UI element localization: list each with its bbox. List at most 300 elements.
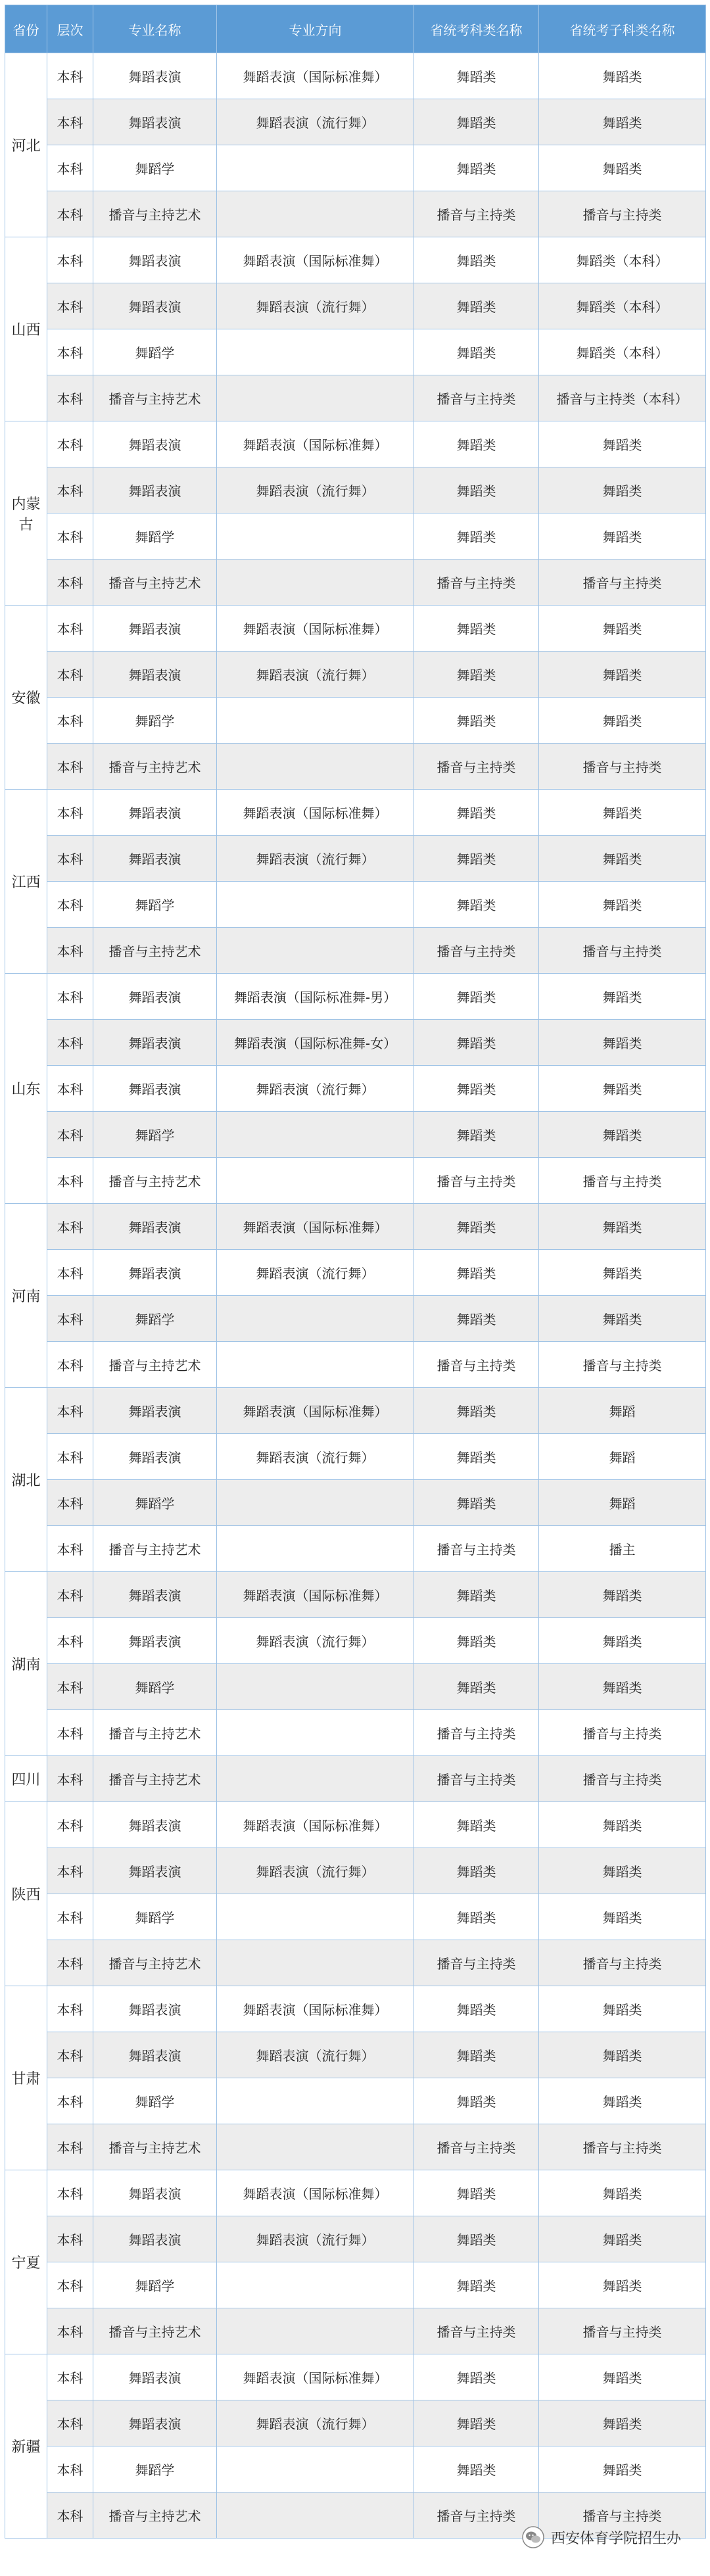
province-cell: 安徽 bbox=[5, 606, 47, 790]
major-direction-cell bbox=[217, 1664, 414, 1710]
table-row bbox=[5, 1250, 706, 1296]
major-name-cell: 舞蹈学 bbox=[93, 329, 217, 375]
exam-subcategory-cell: 播音与主持类 bbox=[539, 1710, 706, 1756]
table-row bbox=[5, 1986, 706, 2032]
province-cell: 山东 bbox=[5, 974, 47, 1204]
major-direction-cell: 舞蹈表演（国际标准舞） bbox=[217, 53, 414, 99]
level-cell: 本科 bbox=[47, 1158, 93, 1204]
major-direction-cell bbox=[217, 744, 414, 790]
level-cell: 本科 bbox=[47, 2400, 93, 2446]
major-name-cell: 舞蹈表演 bbox=[93, 836, 217, 882]
wechat-icon bbox=[522, 2526, 544, 2548]
major-name-cell: 播音与主持艺术 bbox=[93, 1158, 217, 1204]
major-name-cell: 舞蹈学 bbox=[93, 1664, 217, 1710]
exam-subcategory-cell: 舞蹈类 bbox=[539, 1986, 706, 2032]
level-cell: 本科 bbox=[47, 2446, 93, 2493]
level-cell: 本科 bbox=[47, 1250, 93, 1296]
major-name-cell: 舞蹈学 bbox=[93, 698, 217, 744]
province-cell: 四川 bbox=[5, 1756, 47, 1802]
table-row bbox=[5, 237, 706, 283]
level-cell: 本科 bbox=[47, 1066, 93, 1112]
exam-category-cell: 播音与主持类 bbox=[414, 2308, 539, 2354]
exam-category-cell: 舞蹈类 bbox=[414, 1894, 539, 1940]
major-name-cell: 播音与主持艺术 bbox=[93, 1756, 217, 1802]
major-direction-cell: 舞蹈表演（流行舞） bbox=[217, 99, 414, 145]
major-name-cell: 舞蹈表演 bbox=[93, 2170, 217, 2216]
major-direction-cell bbox=[217, 329, 414, 375]
level-cell: 本科 bbox=[47, 513, 93, 560]
watermark bbox=[522, 2526, 681, 2548]
exam-subcategory-cell: 舞蹈类 bbox=[539, 421, 706, 467]
exam-subcategory-cell: 舞蹈类 bbox=[539, 2032, 706, 2078]
exam-subcategory-cell: 舞蹈类 bbox=[539, 1894, 706, 1940]
table-row bbox=[5, 53, 706, 99]
exam-subcategory-cell: 舞蹈 bbox=[539, 1388, 706, 1434]
exam-category-cell: 舞蹈类 bbox=[414, 1250, 539, 1296]
level-cell: 本科 bbox=[47, 2078, 93, 2124]
exam-subcategory-cell: 舞蹈类 bbox=[539, 99, 706, 145]
major-direction-cell bbox=[217, 2262, 414, 2308]
exam-category-cell: 舞蹈类 bbox=[414, 882, 539, 928]
header-major-name: 专业名称 bbox=[93, 5, 217, 53]
table-row bbox=[5, 1066, 706, 1112]
major-direction-cell: 舞蹈表演（流行舞） bbox=[217, 1848, 414, 1894]
exam-subcategory-cell: 舞蹈类 bbox=[539, 836, 706, 882]
major-name-cell: 播音与主持艺术 bbox=[93, 928, 217, 974]
exam-subcategory-cell: 播音与主持类 bbox=[539, 560, 706, 606]
level-cell: 本科 bbox=[47, 1204, 93, 1250]
exam-subcategory-cell: 舞蹈类 bbox=[539, 1618, 706, 1664]
exam-subcategory-cell: 舞蹈 bbox=[539, 1480, 706, 1526]
table-row bbox=[5, 1020, 706, 1066]
exam-category-cell: 舞蹈类 bbox=[414, 513, 539, 560]
major-name-cell: 舞蹈表演 bbox=[93, 2400, 217, 2446]
exam-category-cell: 播音与主持类 bbox=[414, 191, 539, 237]
major-direction-cell: 舞蹈表演（国际标准舞-女） bbox=[217, 1020, 414, 1066]
province-cell: 甘肃 bbox=[5, 1986, 47, 2170]
major-direction-cell: 舞蹈表演（流行舞） bbox=[217, 467, 414, 513]
major-direction-cell: 舞蹈表演（国际标准舞） bbox=[217, 1986, 414, 2032]
exam-subcategory-cell: 舞蹈类 bbox=[539, 1250, 706, 1296]
level-cell: 本科 bbox=[47, 1572, 93, 1618]
major-name-cell: 舞蹈表演 bbox=[93, 974, 217, 1020]
table-row bbox=[5, 1756, 706, 1802]
major-name-cell: 舞蹈表演 bbox=[93, 2032, 217, 2078]
major-direction-cell: 舞蹈表演（国际标准舞） bbox=[217, 2170, 414, 2216]
level-cell: 本科 bbox=[47, 1894, 93, 1940]
major-name-cell: 舞蹈表演 bbox=[93, 1802, 217, 1848]
major-name-cell: 播音与主持艺术 bbox=[93, 2308, 217, 2354]
major-name-cell: 舞蹈学 bbox=[93, 2078, 217, 2124]
exam-category-cell: 舞蹈类 bbox=[414, 237, 539, 283]
exam-subcategory-cell: 舞蹈类 bbox=[539, 1066, 706, 1112]
table-row bbox=[5, 652, 706, 698]
exam-category-cell: 播音与主持类 bbox=[414, 1158, 539, 1204]
major-name-cell: 舞蹈表演 bbox=[93, 1848, 217, 1894]
exam-subcategory-cell: 舞蹈类 bbox=[539, 790, 706, 836]
table-row bbox=[5, 1618, 706, 1664]
exam-category-cell: 舞蹈类 bbox=[414, 99, 539, 145]
major-name-cell: 舞蹈学 bbox=[93, 1112, 217, 1158]
major-direction-cell: 舞蹈表演（国际标准舞） bbox=[217, 1572, 414, 1618]
level-cell: 本科 bbox=[47, 1480, 93, 1526]
exam-category-cell: 舞蹈类 bbox=[414, 1480, 539, 1526]
major-name-cell: 舞蹈表演 bbox=[93, 2216, 217, 2262]
exam-category-cell: 舞蹈类 bbox=[414, 2078, 539, 2124]
table-body bbox=[5, 53, 706, 2539]
admission-table bbox=[5, 5, 706, 2539]
major-direction-cell bbox=[217, 513, 414, 560]
table-row bbox=[5, 974, 706, 1020]
exam-category-cell: 播音与主持类 bbox=[414, 928, 539, 974]
major-direction-cell: 舞蹈表演（流行舞） bbox=[217, 283, 414, 329]
level-cell: 本科 bbox=[47, 1618, 93, 1664]
level-cell: 本科 bbox=[47, 1848, 93, 1894]
exam-subcategory-cell: 播音与主持类 bbox=[539, 1756, 706, 1802]
admission-table-container bbox=[5, 5, 705, 2539]
level-cell: 本科 bbox=[47, 2262, 93, 2308]
major-name-cell: 舞蹈表演 bbox=[93, 1434, 217, 1480]
table-row bbox=[5, 928, 706, 974]
exam-subcategory-cell: 播音与主持类（本科） bbox=[539, 375, 706, 421]
table-row bbox=[5, 2308, 706, 2354]
level-cell: 本科 bbox=[47, 2032, 93, 2078]
major-name-cell: 舞蹈学 bbox=[93, 882, 217, 928]
exam-subcategory-cell: 舞蹈类 bbox=[539, 1572, 706, 1618]
exam-category-cell: 播音与主持类 bbox=[414, 744, 539, 790]
table-row bbox=[5, 2354, 706, 2400]
province-cell: 山西 bbox=[5, 237, 47, 421]
major-direction-cell: 舞蹈表演（国际标准舞） bbox=[217, 1204, 414, 1250]
exam-subcategory-cell: 舞蹈 bbox=[539, 1434, 706, 1480]
table-row bbox=[5, 191, 706, 237]
level-cell: 本科 bbox=[47, 1112, 93, 1158]
exam-category-cell: 舞蹈类 bbox=[414, 790, 539, 836]
level-cell: 本科 bbox=[47, 329, 93, 375]
exam-category-cell: 舞蹈类 bbox=[414, 1664, 539, 1710]
watermark-text: 西安体育学院招生办 bbox=[550, 2530, 681, 2547]
major-direction-cell: 舞蹈表演（流行舞） bbox=[217, 1618, 414, 1664]
level-cell: 本科 bbox=[47, 652, 93, 698]
exam-subcategory-cell: 舞蹈类 bbox=[539, 698, 706, 744]
major-name-cell: 舞蹈表演 bbox=[93, 283, 217, 329]
header-exam-subcategory: 省统考子科类名称 bbox=[539, 5, 706, 53]
major-direction-cell: 舞蹈表演（流行舞） bbox=[217, 2400, 414, 2446]
table-row bbox=[5, 1296, 706, 1342]
table-row bbox=[5, 99, 706, 145]
level-cell: 本科 bbox=[47, 1664, 93, 1710]
major-name-cell: 舞蹈学 bbox=[93, 513, 217, 560]
table-row bbox=[5, 836, 706, 882]
major-name-cell: 播音与主持艺术 bbox=[93, 191, 217, 237]
level-cell: 本科 bbox=[47, 744, 93, 790]
table-row bbox=[5, 1342, 706, 1388]
major-direction-cell: 舞蹈表演（流行舞） bbox=[217, 1434, 414, 1480]
major-name-cell: 舞蹈表演 bbox=[93, 237, 217, 283]
exam-subcategory-cell: 舞蹈类（本科） bbox=[539, 329, 706, 375]
major-name-cell: 播音与主持艺术 bbox=[93, 2493, 217, 2539]
table-row bbox=[5, 698, 706, 744]
table-row bbox=[5, 2446, 706, 2493]
province-cell: 湖南 bbox=[5, 1572, 47, 1756]
major-name-cell: 舞蹈表演 bbox=[93, 467, 217, 513]
table-row bbox=[5, 1894, 706, 1940]
table-row bbox=[5, 1710, 706, 1756]
level-cell: 本科 bbox=[47, 836, 93, 882]
exam-category-cell: 舞蹈类 bbox=[414, 283, 539, 329]
table-row bbox=[5, 1158, 706, 1204]
level-cell: 本科 bbox=[47, 2124, 93, 2170]
major-name-cell: 舞蹈表演 bbox=[93, 99, 217, 145]
table-row bbox=[5, 1480, 706, 1526]
major-name-cell: 舞蹈表演 bbox=[93, 1618, 217, 1664]
exam-subcategory-cell: 舞蹈类 bbox=[539, 145, 706, 191]
table-row bbox=[5, 513, 706, 560]
exam-category-cell: 播音与主持类 bbox=[414, 2124, 539, 2170]
major-direction-cell bbox=[217, 1940, 414, 1986]
exam-category-cell: 播音与主持类 bbox=[414, 1526, 539, 1572]
level-cell: 本科 bbox=[47, 1020, 93, 1066]
major-direction-cell bbox=[217, 145, 414, 191]
table-row bbox=[5, 1802, 706, 1848]
table-row bbox=[5, 375, 706, 421]
exam-subcategory-cell: 舞蹈类 bbox=[539, 2446, 706, 2493]
exam-subcategory-cell: 舞蹈类 bbox=[539, 53, 706, 99]
major-direction-cell: 舞蹈表演（国际标准舞） bbox=[217, 606, 414, 652]
province-cell: 陕西 bbox=[5, 1802, 47, 1986]
exam-category-cell: 舞蹈类 bbox=[414, 53, 539, 99]
exam-subcategory-cell: 舞蹈类（本科） bbox=[539, 237, 706, 283]
level-cell: 本科 bbox=[47, 467, 93, 513]
exam-category-cell: 舞蹈类 bbox=[414, 2170, 539, 2216]
table-row bbox=[5, 1388, 706, 1434]
exam-category-cell: 舞蹈类 bbox=[414, 2354, 539, 2400]
exam-subcategory-cell: 舞蹈类（本科） bbox=[539, 283, 706, 329]
major-direction-cell: 舞蹈表演（流行舞） bbox=[217, 652, 414, 698]
exam-subcategory-cell: 播音与主持类 bbox=[539, 1158, 706, 1204]
exam-category-cell: 舞蹈类 bbox=[414, 1618, 539, 1664]
exam-category-cell: 播音与主持类 bbox=[414, 2493, 539, 2539]
major-direction-cell bbox=[217, 2124, 414, 2170]
header-major-direction: 专业方向 bbox=[217, 5, 414, 53]
level-cell: 本科 bbox=[47, 99, 93, 145]
exam-category-cell: 舞蹈类 bbox=[414, 2446, 539, 2493]
province-cell: 宁夏 bbox=[5, 2170, 47, 2354]
level-cell: 本科 bbox=[47, 1434, 93, 1480]
table-row bbox=[5, 560, 706, 606]
major-name-cell: 播音与主持艺术 bbox=[93, 744, 217, 790]
exam-category-cell: 舞蹈类 bbox=[414, 606, 539, 652]
exam-subcategory-cell: 舞蹈类 bbox=[539, 513, 706, 560]
province-cell: 湖北 bbox=[5, 1388, 47, 1572]
major-name-cell: 舞蹈表演 bbox=[93, 53, 217, 99]
major-direction-cell bbox=[217, 1526, 414, 1572]
major-direction-cell bbox=[217, 882, 414, 928]
major-direction-cell: 舞蹈表演（国际标准舞-男） bbox=[217, 974, 414, 1020]
major-direction-cell: 舞蹈表演（流行舞） bbox=[217, 1066, 414, 1112]
exam-category-cell: 播音与主持类 bbox=[414, 1710, 539, 1756]
level-cell: 本科 bbox=[47, 2216, 93, 2262]
major-direction-cell bbox=[217, 1480, 414, 1526]
exam-category-cell: 舞蹈类 bbox=[414, 1112, 539, 1158]
exam-subcategory-cell: 舞蹈类 bbox=[539, 1664, 706, 1710]
major-direction-cell bbox=[217, 375, 414, 421]
exam-category-cell: 舞蹈类 bbox=[414, 1572, 539, 1618]
major-direction-cell: 舞蹈表演（流行舞） bbox=[217, 1250, 414, 1296]
major-direction-cell bbox=[217, 2078, 414, 2124]
level-cell: 本科 bbox=[47, 2170, 93, 2216]
level-cell: 本科 bbox=[47, 191, 93, 237]
exam-subcategory-cell: 播主 bbox=[539, 1526, 706, 1572]
table-row bbox=[5, 1204, 706, 1250]
exam-category-cell: 舞蹈类 bbox=[414, 329, 539, 375]
table-row bbox=[5, 1526, 706, 1572]
major-direction-cell bbox=[217, 1158, 414, 1204]
level-cell: 本科 bbox=[47, 698, 93, 744]
table-row bbox=[5, 1112, 706, 1158]
level-cell: 本科 bbox=[47, 1388, 93, 1434]
exam-subcategory-cell: 舞蹈类 bbox=[539, 1296, 706, 1342]
table-row bbox=[5, 2170, 706, 2216]
level-cell: 本科 bbox=[47, 1940, 93, 1986]
level-cell: 本科 bbox=[47, 882, 93, 928]
exam-subcategory-cell: 播音与主持类 bbox=[539, 2124, 706, 2170]
exam-category-cell: 舞蹈类 bbox=[414, 467, 539, 513]
level-cell: 本科 bbox=[47, 560, 93, 606]
major-direction-cell: 舞蹈表演（流行舞） bbox=[217, 2216, 414, 2262]
table-row bbox=[5, 145, 706, 191]
level-cell: 本科 bbox=[47, 2493, 93, 2539]
major-direction-cell bbox=[217, 560, 414, 606]
level-cell: 本科 bbox=[47, 1986, 93, 2032]
table-row bbox=[5, 283, 706, 329]
province-cell: 河南 bbox=[5, 1204, 47, 1388]
table-row bbox=[5, 882, 706, 928]
table-row bbox=[5, 790, 706, 836]
level-cell: 本科 bbox=[47, 375, 93, 421]
exam-category-cell: 舞蹈类 bbox=[414, 698, 539, 744]
exam-category-cell: 舞蹈类 bbox=[414, 652, 539, 698]
table-row bbox=[5, 606, 706, 652]
level-cell: 本科 bbox=[47, 974, 93, 1020]
exam-subcategory-cell: 舞蹈类 bbox=[539, 974, 706, 1020]
major-direction-cell: 舞蹈表演（国际标准舞） bbox=[217, 237, 414, 283]
major-direction-cell: 舞蹈表演（国际标准舞） bbox=[217, 790, 414, 836]
table-row bbox=[5, 421, 706, 467]
table-row bbox=[5, 1940, 706, 1986]
exam-subcategory-cell: 舞蹈类 bbox=[539, 652, 706, 698]
exam-subcategory-cell: 播音与主持类 bbox=[539, 2308, 706, 2354]
exam-category-cell: 舞蹈类 bbox=[414, 2032, 539, 2078]
exam-subcategory-cell: 舞蹈类 bbox=[539, 882, 706, 928]
table-row bbox=[5, 1848, 706, 1894]
major-direction-cell: 舞蹈表演（流行舞） bbox=[217, 836, 414, 882]
exam-subcategory-cell: 播音与主持类 bbox=[539, 744, 706, 790]
major-name-cell: 舞蹈表演 bbox=[93, 1066, 217, 1112]
exam-category-cell: 舞蹈类 bbox=[414, 974, 539, 1020]
level-cell: 本科 bbox=[47, 145, 93, 191]
table-row bbox=[5, 2262, 706, 2308]
major-name-cell: 播音与主持艺术 bbox=[93, 1710, 217, 1756]
exam-subcategory-cell: 播音与主持类 bbox=[539, 2493, 706, 2539]
exam-subcategory-cell: 播音与主持类 bbox=[539, 928, 706, 974]
major-name-cell: 舞蹈表演 bbox=[93, 421, 217, 467]
exam-subcategory-cell: 舞蹈类 bbox=[539, 2400, 706, 2446]
level-cell: 本科 bbox=[47, 53, 93, 99]
exam-subcategory-cell: 舞蹈类 bbox=[539, 2216, 706, 2262]
major-name-cell: 舞蹈学 bbox=[93, 145, 217, 191]
exam-subcategory-cell: 舞蹈类 bbox=[539, 1848, 706, 1894]
exam-category-cell: 舞蹈类 bbox=[414, 421, 539, 467]
exam-subcategory-cell: 舞蹈类 bbox=[539, 1112, 706, 1158]
exam-subcategory-cell: 舞蹈类 bbox=[539, 2262, 706, 2308]
level-cell: 本科 bbox=[47, 606, 93, 652]
exam-category-cell: 舞蹈类 bbox=[414, 1296, 539, 1342]
level-cell: 本科 bbox=[47, 2354, 93, 2400]
table-row bbox=[5, 1572, 706, 1618]
major-direction-cell bbox=[217, 698, 414, 744]
exam-category-cell: 播音与主持类 bbox=[414, 375, 539, 421]
province-cell: 江西 bbox=[5, 790, 47, 974]
major-direction-cell: 舞蹈表演（国际标准舞） bbox=[217, 1388, 414, 1434]
major-direction-cell: 舞蹈表演（流行舞） bbox=[217, 2032, 414, 2078]
major-direction-cell: 舞蹈表演（国际标准舞） bbox=[217, 421, 414, 467]
major-name-cell: 舞蹈学 bbox=[93, 1480, 217, 1526]
major-direction-cell bbox=[217, 2493, 414, 2539]
table-header-row bbox=[5, 5, 706, 53]
major-name-cell: 舞蹈表演 bbox=[93, 790, 217, 836]
province-cell: 新疆 bbox=[5, 2354, 47, 2539]
table-row bbox=[5, 329, 706, 375]
level-cell: 本科 bbox=[47, 790, 93, 836]
major-direction-cell bbox=[217, 2446, 414, 2493]
major-name-cell: 舞蹈学 bbox=[93, 2446, 217, 2493]
exam-category-cell: 舞蹈类 bbox=[414, 1434, 539, 1480]
exam-subcategory-cell: 舞蹈类 bbox=[539, 1204, 706, 1250]
exam-category-cell: 舞蹈类 bbox=[414, 2216, 539, 2262]
exam-category-cell: 舞蹈类 bbox=[414, 1802, 539, 1848]
exam-category-cell: 播音与主持类 bbox=[414, 560, 539, 606]
exam-category-cell: 舞蹈类 bbox=[414, 1986, 539, 2032]
exam-category-cell: 舞蹈类 bbox=[414, 1066, 539, 1112]
major-direction-cell bbox=[217, 1342, 414, 1388]
major-name-cell: 舞蹈表演 bbox=[93, 1020, 217, 1066]
major-direction-cell bbox=[217, 1296, 414, 1342]
major-name-cell: 舞蹈表演 bbox=[93, 652, 217, 698]
level-cell: 本科 bbox=[47, 237, 93, 283]
major-name-cell: 舞蹈学 bbox=[93, 2262, 217, 2308]
table-row bbox=[5, 1434, 706, 1480]
exam-category-cell: 舞蹈类 bbox=[414, 1204, 539, 1250]
table-row bbox=[5, 1664, 706, 1710]
major-direction-cell bbox=[217, 928, 414, 974]
level-cell: 本科 bbox=[47, 1710, 93, 1756]
exam-category-cell: 舞蹈类 bbox=[414, 1848, 539, 1894]
exam-category-cell: 舞蹈类 bbox=[414, 1020, 539, 1066]
header-level: 层次 bbox=[47, 5, 93, 53]
header-province: 省份 bbox=[5, 5, 47, 53]
major-direction-cell: 舞蹈表演（国际标准舞） bbox=[217, 2354, 414, 2400]
level-cell: 本科 bbox=[47, 283, 93, 329]
level-cell: 本科 bbox=[47, 1802, 93, 1848]
major-name-cell: 舞蹈表演 bbox=[93, 1250, 217, 1296]
province-cell: 内蒙古 bbox=[5, 421, 47, 606]
level-cell: 本科 bbox=[47, 1296, 93, 1342]
exam-subcategory-cell: 舞蹈类 bbox=[539, 2354, 706, 2400]
major-name-cell: 舞蹈学 bbox=[93, 1296, 217, 1342]
table-row bbox=[5, 744, 706, 790]
table-row bbox=[5, 467, 706, 513]
